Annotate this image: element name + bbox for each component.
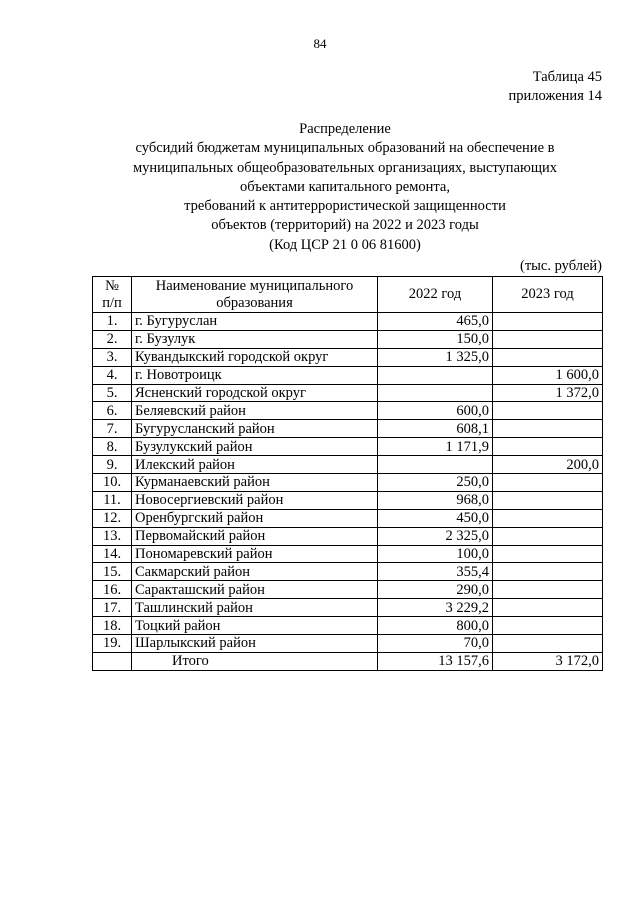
row-number-cell: 3. bbox=[93, 348, 132, 366]
table-row bbox=[93, 313, 603, 331]
value-2023-cell bbox=[493, 509, 603, 527]
table-row bbox=[93, 384, 603, 402]
annex-label: приложения 14 bbox=[508, 88, 602, 104]
table-row bbox=[93, 491, 603, 509]
row-number-cell: 8. bbox=[93, 438, 132, 456]
municipality-name-cell: Бузулукский район bbox=[132, 438, 378, 456]
subsidy-table bbox=[92, 276, 603, 671]
table-row bbox=[93, 527, 603, 545]
municipality-name-cell: Новосергиевский район bbox=[132, 491, 378, 509]
heading-line: Распределение bbox=[299, 121, 391, 137]
row-number-cell: 14. bbox=[93, 545, 132, 563]
value-2022-cell bbox=[378, 366, 493, 384]
value-2023-cell bbox=[493, 527, 603, 545]
table-row bbox=[93, 438, 603, 456]
value-2023-cell bbox=[493, 491, 603, 509]
value-2022-cell: 1 171,9 bbox=[378, 438, 493, 456]
municipality-name-cell: Оренбургский район bbox=[132, 509, 378, 527]
total-2022-cell: 13 157,6 bbox=[378, 652, 493, 670]
page-number: 84 bbox=[313, 36, 327, 51]
row-number-cell: 17. bbox=[93, 599, 132, 617]
municipality-name-cell: Тоцкий район bbox=[132, 617, 378, 635]
value-2023-cell: 200,0 bbox=[493, 456, 603, 474]
table-row bbox=[93, 509, 603, 527]
value-2022-cell: 450,0 bbox=[378, 509, 493, 527]
value-2023-cell bbox=[493, 617, 603, 635]
row-number-cell: 19. bbox=[93, 635, 132, 653]
header-2023: 2023 год bbox=[493, 277, 603, 313]
value-2023-cell bbox=[493, 330, 603, 348]
heading-line: объектов (территорий) на 2022 и 2023 годы bbox=[211, 217, 479, 234]
row-number-cell: 13. bbox=[93, 527, 132, 545]
municipality-name-cell: Кувандыкский городской округ bbox=[132, 348, 378, 366]
municipality-name-cell: г. Бугуруслан bbox=[132, 313, 378, 331]
row-number-cell: 15. bbox=[93, 563, 132, 581]
municipality-name-cell: Пономаревский район bbox=[132, 545, 378, 563]
value-2023-cell bbox=[493, 438, 603, 456]
row-number-cell: 7. bbox=[93, 420, 132, 438]
value-2022-cell: 600,0 bbox=[378, 402, 493, 420]
value-2023-cell bbox=[493, 474, 603, 492]
value-2023-cell bbox=[493, 545, 603, 563]
table-row bbox=[93, 474, 603, 492]
value-2023-cell bbox=[493, 599, 603, 617]
table-row bbox=[93, 581, 603, 599]
table-row bbox=[93, 563, 603, 581]
row-number-cell: 5. bbox=[93, 384, 132, 402]
table-number-label: Таблица 45 bbox=[532, 69, 602, 85]
table-row bbox=[93, 545, 603, 563]
row-number-cell: 1. bbox=[93, 313, 132, 331]
value-2023-cell bbox=[493, 563, 603, 581]
municipality-name-cell: Ясненский городской округ bbox=[132, 384, 378, 402]
value-2022-cell: 968,0 bbox=[378, 491, 493, 509]
table-row bbox=[93, 366, 603, 384]
heading-line: объектами капитального ремонта, bbox=[240, 178, 450, 195]
value-2023-cell bbox=[493, 402, 603, 420]
row-number-cell: 12. bbox=[93, 509, 132, 527]
header-num bbox=[93, 277, 132, 313]
table-row bbox=[93, 617, 603, 635]
table-row bbox=[93, 420, 603, 438]
value-2022-cell: 800,0 bbox=[378, 617, 493, 635]
table-row bbox=[93, 599, 603, 617]
heading-line: (Код ЦСР 21 0 06 81600) bbox=[269, 236, 421, 253]
value-2022-cell: 1 325,0 bbox=[378, 348, 493, 366]
value-2023-cell bbox=[493, 581, 603, 599]
row-number-cell: 4. bbox=[93, 366, 132, 384]
total-row bbox=[93, 652, 603, 670]
municipality-name-cell: г. Бузулук bbox=[132, 330, 378, 348]
value-2022-cell: 3 229,2 bbox=[378, 599, 493, 617]
table-body bbox=[93, 313, 603, 671]
value-2023-cell bbox=[493, 635, 603, 653]
value-2022-cell: 2 325,0 bbox=[378, 527, 493, 545]
table-row bbox=[93, 348, 603, 366]
value-2022-cell: 290,0 bbox=[378, 581, 493, 599]
municipality-name-cell: Первомайский район bbox=[132, 527, 378, 545]
value-2022-cell: 465,0 bbox=[378, 313, 493, 331]
value-2022-cell: 355,4 bbox=[378, 563, 493, 581]
value-2022-cell bbox=[378, 384, 493, 402]
total-empty-cell bbox=[93, 652, 132, 670]
row-number-cell: 6. bbox=[93, 402, 132, 420]
value-2023-cell bbox=[493, 313, 603, 331]
value-2023-cell bbox=[493, 348, 603, 366]
value-2022-cell: 608,1 bbox=[378, 420, 493, 438]
heading-line: муниципальных общеобразовательных организациях, выступающих bbox=[132, 159, 558, 176]
header-name bbox=[132, 277, 378, 313]
value-2023-cell: 1 600,0 bbox=[493, 366, 603, 384]
header-2022: 2022 год bbox=[378, 277, 493, 313]
value-2022-cell: 150,0 bbox=[378, 330, 493, 348]
value-2022-cell: 100,0 bbox=[378, 545, 493, 563]
municipality-name-cell: Сакмарский район bbox=[132, 563, 378, 581]
municipality-name-cell: г. Новотроицк bbox=[132, 366, 378, 384]
row-number-cell: 16. bbox=[93, 581, 132, 599]
header-num-line: п/п bbox=[102, 294, 122, 311]
row-number-cell: 18. bbox=[93, 617, 132, 635]
municipality-name-cell: Беляевский район bbox=[132, 402, 378, 420]
total-label-cell: Итого bbox=[132, 652, 378, 670]
table-caption bbox=[509, 68, 602, 106]
header-name-line: образования bbox=[216, 294, 293, 311]
row-number-cell: 10. bbox=[93, 474, 132, 492]
value-2022-cell bbox=[378, 456, 493, 474]
municipality-name-cell: Саракташский район bbox=[132, 581, 378, 599]
total-2023-cell: 3 172,0 bbox=[493, 652, 603, 670]
table-header-row bbox=[93, 277, 603, 313]
value-2022-cell: 70,0 bbox=[378, 635, 493, 653]
heading-line: субсидий бюджетам муниципальных образований на обеспечение в bbox=[135, 140, 555, 157]
table-row bbox=[93, 402, 603, 420]
municipality-name-cell: Ташлинский район bbox=[132, 599, 378, 617]
municipality-name-cell: Курманаевский район bbox=[132, 474, 378, 492]
table-row bbox=[93, 635, 603, 653]
row-number-cell: 11. bbox=[93, 491, 132, 509]
heading-line: требований к антитеррористической защищенности bbox=[184, 198, 506, 215]
municipality-name-cell: Бугурусланский район bbox=[132, 420, 378, 438]
row-number-cell: 9. bbox=[93, 456, 132, 474]
value-2022-cell: 250,0 bbox=[378, 474, 493, 492]
row-number-cell: 2. bbox=[93, 330, 132, 348]
value-2023-cell: 1 372,0 bbox=[493, 384, 603, 402]
table-row bbox=[93, 330, 603, 348]
header-name-line: Наименование муниципального bbox=[155, 277, 354, 294]
document-heading bbox=[80, 120, 610, 255]
units-label: (тыс. рублей) bbox=[520, 258, 602, 274]
value-2023-cell bbox=[493, 420, 603, 438]
municipality-name-cell: Илекский район bbox=[132, 456, 378, 474]
header-num-line: № bbox=[105, 277, 119, 294]
municipality-name-cell: Шарлыкский район bbox=[132, 635, 378, 653]
table-row bbox=[93, 456, 603, 474]
